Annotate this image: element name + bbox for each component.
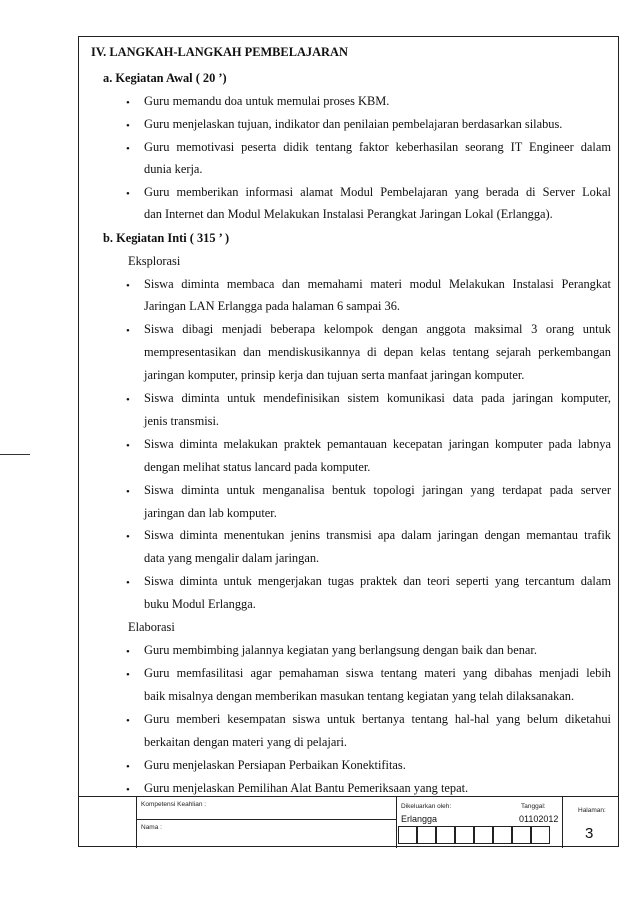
bullet-icon: • [126, 784, 130, 796]
section-title: IV. LANGKAH-LANGKAH PEMBELAJARAN [91, 45, 348, 59]
bullet-icon: • [126, 325, 130, 337]
box [512, 826, 531, 844]
tanggal-value: 01102012 [519, 814, 559, 824]
bullet-icon: • [126, 394, 130, 406]
list-item: Guru memberikan informasi alamat Modul Pembelajaran yang berada di Server Lokal [144, 185, 611, 199]
list-item-continuation: baik misalnya dengan memberikan masukan tentang kegiatan yang telah dilaksanakan. [144, 689, 575, 703]
bullet-icon: • [126, 143, 130, 155]
bullet-icon: • [126, 577, 130, 589]
list-item: Guru menjelaskan tujuan, indikator dan penilaian pembelajaran berdasarkan silabus. [144, 117, 563, 131]
list-item: Guru menjelaskan Pemilihan Alat Bantu Pemeriksaan yang tepat. [144, 781, 469, 795]
list-item: Guru memandu doa untuk memulai proses KBM. [144, 94, 390, 108]
box [436, 826, 455, 844]
list-item-continuation: dunia kerja. [144, 162, 203, 176]
list-item-continuation: dan Internet dan Modul Melakukan Instalasi Perangkat Jaringan Lokal (Erlangga). [144, 207, 553, 221]
footer-divider [396, 797, 397, 848]
list-item-continuation: jaringan komputer, prinsip kerja dan tujuan serta manfaat jaringan komputer. [144, 368, 525, 382]
dikeluarkan-value: Erlangga [401, 814, 438, 824]
bullet-icon: • [126, 120, 130, 132]
box [398, 826, 417, 844]
box [493, 826, 512, 844]
list-item: Siswa diminta menentukan jenins transmisi apa dalam jaringan dengan memantau trafik [144, 528, 611, 542]
bullet-icon: • [126, 669, 130, 681]
tanggal-label: Tanggal: [521, 803, 546, 810]
list-item-continuation: mempresentasikan dan mendiskusikannya di depan kelas tentang sejarah perkembangan [144, 345, 611, 359]
list-item: Siswa diminta untuk mengerjakan tugas praktek dan teori seperti yang tercantum dalam [144, 574, 611, 588]
bullet-icon: • [126, 97, 130, 109]
bullet-icon: • [126, 188, 130, 200]
kompetensi-label: Kompetensi Keahlian : [141, 801, 207, 808]
elaborasi-label: Elaborasi [128, 620, 175, 634]
bullet-icon: • [126, 761, 130, 773]
list-item: Guru memberi kesempatan siswa untuk bertanya tentang hal-hal yang belum diketahui [144, 712, 611, 726]
box [455, 826, 474, 844]
kegiatan-inti-heading: b. Kegiatan Inti ( 315 ’ ) [103, 231, 230, 245]
list-item-continuation: Jaringan LAN Erlangga pada halaman 6 sampai 36. [144, 299, 400, 313]
footer-divider [136, 797, 137, 848]
signature-boxes [398, 826, 550, 844]
bullet-icon: • [126, 646, 130, 658]
bullet-icon: • [126, 280, 130, 292]
list-item: Guru memotivasi peserta didik tentang faktor keberhasilan seorang IT Engineer dalam [144, 140, 611, 154]
box [417, 826, 436, 844]
list-item: Siswa dibagi menjadi beberapa kelompok dengan anggota maksimal 3 orang untuk [144, 322, 611, 336]
box [531, 826, 550, 844]
bullet-icon: • [126, 486, 130, 498]
bullet-icon: • [126, 440, 130, 452]
eksplorasi-label: Eksplorasi [128, 254, 181, 268]
bullet-icon: • [126, 715, 130, 727]
list-item-continuation: jaringan dan lab komputer. [144, 506, 277, 520]
list-item: Guru membimbing jalannya kegiatan yang berlangsung dengan baik dan benar. [144, 643, 537, 657]
bullet-icon: • [126, 531, 130, 543]
list-item: Siswa diminta untuk menganalisa bentuk topologi jaringan yang terdapat pada server [144, 483, 611, 497]
footer-divider [562, 797, 563, 848]
page-number: 3 [585, 825, 594, 842]
list-item-continuation: dengan melihat status lancard pada komputer. [144, 460, 371, 474]
dikeluarkan-label: Dikeluarkan oleh: [401, 803, 452, 810]
nama-label: Nama : [141, 824, 162, 831]
list-item-continuation: jenis transmisi. [144, 414, 220, 428]
box [474, 826, 493, 844]
list-item: Siswa diminta untuk mendefinisikan sistem komunikasi data pada jaringan komputer, [144, 391, 611, 405]
list-item: Siswa diminta melakukan praktek pemantauan kecepatan jaringan komputer pada labnya [144, 437, 611, 451]
list-item-continuation: data yang mengalir dalam jaringan. [144, 551, 320, 565]
list-item-continuation: berkaitan dengan materi yang di pelajari. [144, 735, 347, 749]
list-item-continuation: buku Modul Erlangga. [144, 597, 256, 611]
list-item: Guru menjelaskan Persiapan Perbaikan Konektifitas. [144, 758, 406, 772]
margin-mark [0, 454, 30, 455]
footer-divider [136, 819, 396, 820]
halaman-label: Halaman: [578, 807, 606, 814]
footer-table [78, 796, 619, 847]
kegiatan-awal-heading: a. Kegiatan Awal ( 20 ’) [103, 71, 227, 85]
list-item: Siswa diminta membaca dan memahami materi modul Melakukan Instalasi Perangkat [144, 277, 611, 291]
list-item: Guru memfasilitasi agar pemahaman siswa tentang materi yang dibahas menjadi lebih [144, 666, 611, 680]
